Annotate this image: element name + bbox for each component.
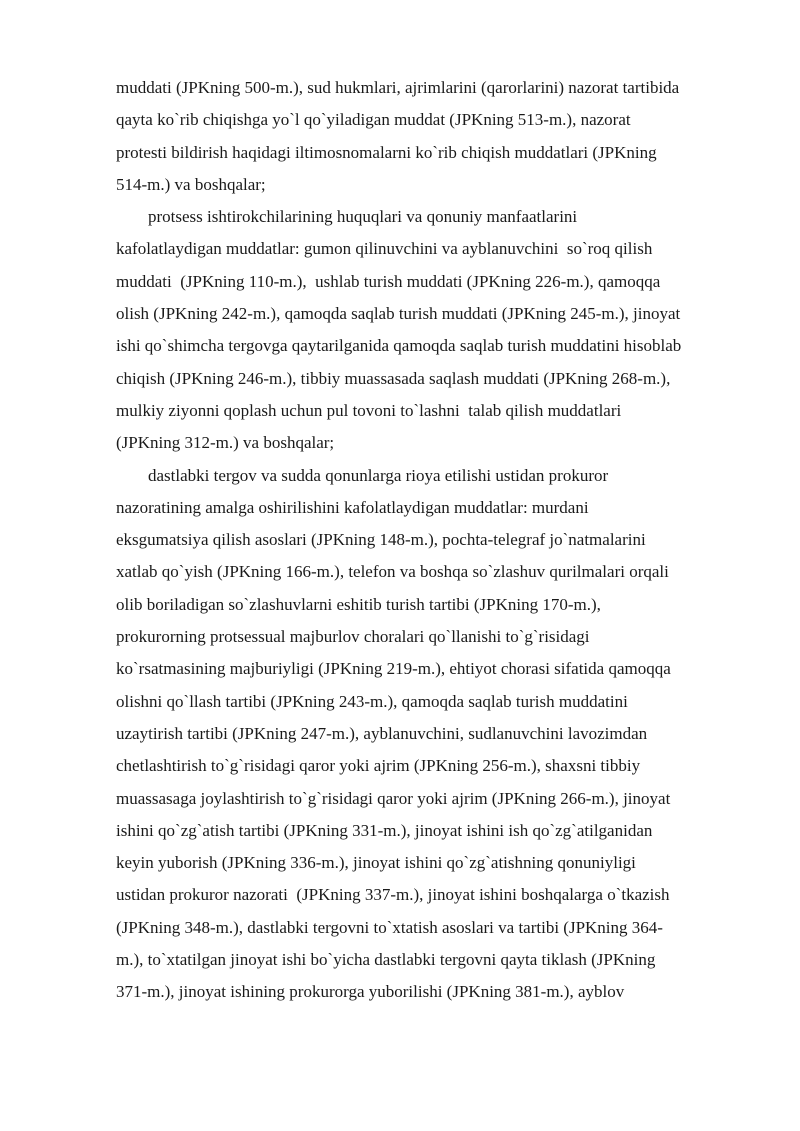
text-line: muddati (JPKning 110-m.), ushlab turish muddati (JPKning 226-m.), qamoqqa (116, 271, 661, 291)
text-line: 371-m.), jinoyat ishining prokurorga yuborilishi (JPKning 381-m.), ayblov (116, 982, 625, 1002)
text-line: ustidan prokuror nazorati (JPKning 337-m.), jinoyat ishini boshqalarga o`tkazish (116, 885, 670, 905)
text-line: prokurorning protsessual majburlov choralari qo`llanishi to`g`risidagi (116, 627, 590, 647)
text-line: olishni qo`llash tartibi (JPKning 243-m.), qamoqda saqlab turish muddatini (116, 691, 628, 711)
text-line: olish (JPKning 242-m.), qamoqda saqlab turish muddati (JPKning 245-m.), jinoyat (116, 304, 681, 324)
text-line: uzaytirish tartibi (JPKning 247-m.), ayblanuvchini, sudlanuvchini lavozimdan (116, 723, 648, 743)
text-line: protsess ishtirokchilarining huquqlari va qonuniy manfaatlarini (148, 207, 578, 227)
text-line: keyin yuborish (JPKning 336-m.), jinoyat ishini qo`zg`atishning qonuniyligi (116, 853, 636, 873)
text-line: (JPKning 312-m.) va boshqalar; (116, 433, 335, 453)
text-line: muassasaga joylashtirish to`g`risidagi qaror yoki ajrim (JPKning 266-m.), jinoyat (116, 788, 671, 808)
text-line: kafolatlaydigan muddatlar: gumon qilinuvchini va ayblanuvchini so`roq qilish (116, 239, 653, 259)
text-line: eksgumatsiya qilish asoslari (JPKning 148-m.), pochta-telegraf jo`natmalarini (116, 530, 646, 550)
text-line: ko`rsatmasining majburiyligi (JPKning 219-m.), ehtiyot chorasi sifatida qamoqqa (116, 659, 671, 679)
text-line: (JPKning 348-m.), dastlabki tergovni to`xtatish asoslari va tartibi (JPKning 364- (116, 917, 663, 937)
text-line: m.), to`xtatilgan jinoyat ishi bo`yicha dastlabki tergovni qayta tiklash (JPKning (116, 950, 656, 970)
text-line: chiqish (JPKning 246-m.), tibbiy muassasada saqlash muddati (JPKning 268-m.), (116, 368, 671, 388)
text-line: 514-m.) va boshqalar; (116, 174, 266, 194)
text-line: muddati (JPKning 500-m.), sud hukmlari, ajrimlarini (qarorlarini) nazorat tartibida (116, 78, 680, 97)
text-line: ishi qo`shimcha tergovga qaytarilganida qamoqda saqlab turish muddatini hisoblab (116, 336, 682, 356)
text-line: chetlashtirish to`g`risidagi qaror yoki ajrim (JPKning 256-m.), shaxsni tibbiy (116, 756, 641, 776)
text-line: protesti bildirish haqidagi iltimosnomalarni ko`rib chiqish muddatlari (JPKning (116, 142, 657, 162)
text-line: nazoratining amalga oshirilishini kafolatlaydigan muddatlar: murdani (116, 497, 589, 517)
text-line: qayta ko`rib chiqishga yo`l qo`yiladigan muddat (JPKning 513-m.), nazorat (116, 110, 631, 130)
text-line: ishini qo`zg`atish tartibi (JPKning 331-m.), jinoyat ishini ish qo`zg`atilganidan (116, 820, 653, 840)
document-body (116, 72, 746, 1009)
paragraph (116, 72, 746, 201)
text-line: mulkiy ziyonni qoplash uchun pul tovoni to`lashni talab qilish muddatlari (116, 400, 622, 420)
paragraph (116, 460, 746, 1009)
text-line: dastlabki tergov va sudda qonunlarga rioya etilishi ustidan prokuror (148, 465, 609, 485)
text-line: olib boriladigan so`zlashuvlarni eshitib turish tartibi (JPKning 170-m.), (116, 594, 601, 614)
text-line: xatlab qo`yish (JPKning 166-m.), telefon va boshqa so`zlashuv qurilmalari orqali (116, 562, 669, 582)
paragraph (116, 201, 746, 459)
